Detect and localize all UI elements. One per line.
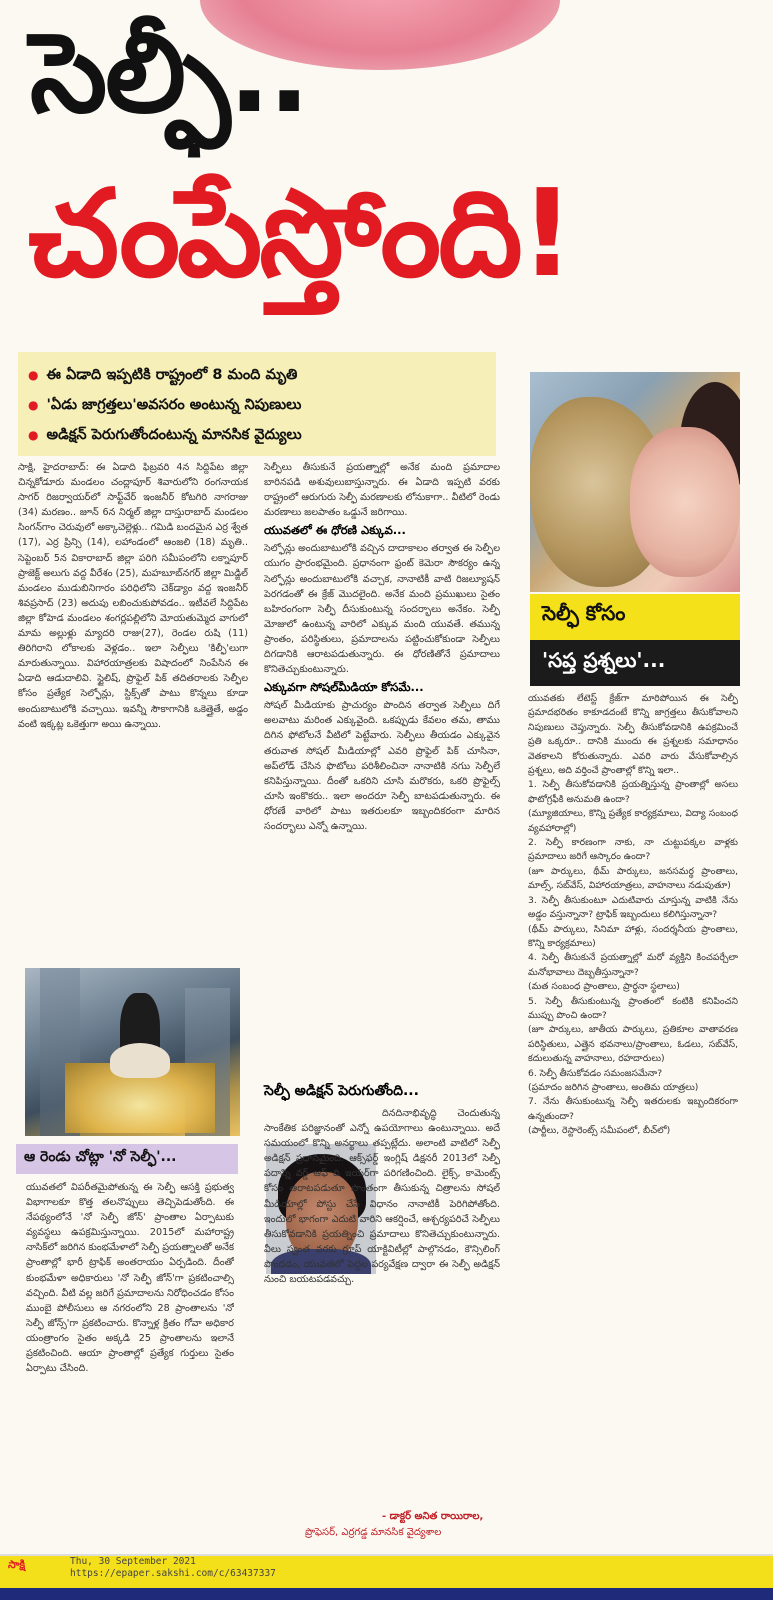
question-item: 5. సెల్ఫీ తీసుకుంటున్న ప్రాంతంలో కంటికి కనిపించని ముప్పు పొంచి ఉందా? — [528, 995, 738, 1021]
no-selfie-caption: ఆ రెండు చోట్లా 'నో సెల్ఫీ'... — [16, 1144, 238, 1174]
seven-questions-caption: సెల్ఫీ కోసం — [530, 594, 740, 640]
highlights-box — [18, 352, 496, 456]
person-skirt-shape — [110, 1043, 170, 1078]
questions-intro: యువతకు లేటెస్ట్ క్రేజ్‌గా మారిపోయిన ఈ సెల్ఫీ ప్రమాదభరితం కాకూడదంటే కొన్ని జాగ్రత్తలు తీసుకోవాలని నిపుణులు చెప్తున్నారు. సెల్ఫీ తీసుకోవడానికి ఉపక్రమించే ప్రతి ఒక్కరూ.. దానికి ముందు ఈ ప్రశ్నలకు సమాధానం వెతకాలని కోరుతున్నారు. ఎవరి వారు వేసుకోవాల్సిన ప్రశ్నలు, అది వర్తించే ప్రాంతాల్లో కొన్ని ఇలా.. — [528, 693, 738, 777]
footer-url[interactable]: https://epaper.sakshi.com/c/63437337 — [70, 1568, 276, 1579]
seven-questions-subcaption: 'సప్త ప్రశ్నలు'... — [530, 640, 740, 686]
answer-item: (థీమ్ పార్కులు, సినిమా హాళ్లు, సందర్శనీయ ప్రాంతాలు, కొన్ని కార్యక్రమాలు) — [528, 923, 738, 949]
headline-line1: సెల్ఫీ.. — [30, 9, 309, 137]
article-column-1 — [18, 460, 248, 940]
answer-item: (ప్రమాదం జరిగిన ప్రాంతాలు, అంతిమ యాత్రలు) — [528, 1081, 699, 1093]
no-selfie-paragraph: యువతలో విపరీతమైపోతున్న ఈ సెల్ఫీ ఆసక్తి ప్రభుత్వ విభాగాలకూ కొత్త తలనొప్పులు తెచ్చిపెడుతోంది. ఈ నేపథ్యంలోనే 'నో సెల్ఫీ జోన్' ప్రాంతాల ఏర్పాటుకు వ్యవస్థలు ఉపక్రమిస్తున్నాయి. 2015లో మహారాష్ట్ర నాసిక్‌లో జరిగిన కుంభమేళాలో సెల్ఫీ ప్రయత్నాలతో అనేక ప్రాంతాల్లో భారీ ట్రాఫిక్ అంతరాయం ఏర్పడింది. దీంతో కుంభమేళా అధికారులు 'నో సెల్ఫీ జోన్'గా ప్రకటించాల్సి వచ్చింది. వీటి వల్ల జరిగే ప్రమాదాలను నిరోధించడం కోసం ముంబై పోలీసులు ఆ నగరంలోని 28 ప్రాంతాలను 'నో సెల్ఫీ జోన్స్'గా ప్రకటించారు. కొన్నాళ్ల క్రితం గోవా అధికార యంత్రాంగం సైతం అక్కడి 25 ప్రాంతాలను ఇలానే ప్రకటించింది. ఆయా ప్రాంతాల్లో ప్రత్యేక గుర్తులు సైతం ఏర్పాటు చేసింది. — [26, 1182, 234, 1375]
highlight-item: ● ఈ ఏడాది ఇప్పటికి రాష్ట్రంలో 8 మంది మృతి — [28, 360, 486, 390]
doctor-role: ప్రొఫెసర్, ఎర్రగడ్డ మానసిక వైద్యశాల — [305, 1527, 442, 1538]
addiction-body — [264, 1106, 500, 1510]
footer-meta — [70, 1556, 276, 1580]
footer-strip — [0, 1588, 773, 1600]
article-lead-paragraph: సాక్షి, హైదరాబాద్: ఈ ఏడాది ఫిబ్రవరి 4న సిద్దిపేట జిల్లా చిన్నకోడూరు మండలం చంద్లాపూర్ శివారులోని రంగనాయక సాగర్ రిజర్వాయర్‌లో సాఫ్ట్‌వేర్ ఇంజనీర్ కోటగిరి నాగరాజు (34) మరణం.. జూన్ 6న నిర్మల్ జిల్లా దాస్తురాబాద్ మండలం సింగన్‌గాం చెరువులో అక్కాచెల్లెళ్లు.. గమిడి బందమైన ఎర్ర శ్వేత (17), ఎర్ర ప్రిన్సి (14), లహాండంలో ఆంజలి (18) మృతి.. సెప్టెంబర్ 5న వికారాబాద్ జిల్లా పరిగి సమీపంలోని లక్నాపూర్ ప్రాజెక్ట్ అలుగు వద్ద వీరేశం (25), మహబూబ్‌నగర్ జిల్లా మిడ్జిల్ మండలం ముడుబినిగారం పరిధిలోని చెక్‌డ్యాం వద్ద ఇంజనీర్ శివప్రసాద్ (23) అదుపు లబించుకుపోవడం.. ఇటీవలే సిద్దిపేట జిల్లా కోహెడ మండలం శంగర్లపల్లిలోని మోయతుమ్మెద వాగులో మామ అల్లుళ్లు మ్యాదరి రాజు(27), రెండల రుషి (11) తిరిగిరాని లోకాలకు వెళ్లడం.. ఇలా సెల్ఫీలు 'కిల్ఫీ'లుగా మారుతున్నాయి. విహారయాత్రలకు విషాదంలో నింపేసిన ఈ ఏడాది ఆడుదాలివి. స్టైలిష్, ప్రొఫైల్ పిక్ తదితరాలకు సెల్ఫీల కోసం ప్రత్యేక సెల్ఫోన్లు, స్టిక్స్‌తో పాటు కొన్నలు కూడా అందుబాటులోకి వచ్చాయి. ఇవన్నీ సౌకాగానికి ఒకెత్తైతే, అడ్డం వంటి ఇక్కట్ల ఒకెత్తుగా అయి ఉన్నాయి. — [18, 462, 248, 730]
question-item: 1. సెల్ఫీ తీసుకోవడానికి ప్రయత్నిస్తున్న ప్రాంతాల్లో అసలు ఫొటోగ్రఫీకి అనుమతి ఉందా? — [528, 779, 738, 805]
woman-face-shape — [630, 427, 740, 577]
column2-intro: సెల్ఫీలు తీసుకునే ప్రయత్నాల్లో అనేక మంది ప్రమాదాల బారినపడి అశువులుబాస్తున్నారు. ఈ ఏడాది ఇప్పటి వరకు రాష్ట్రంలో ఆరుగురు సెల్ఫీ మరణాలకు లోనుకాగా.. వీటిలో రెండు మరణాలు జలపాతం ఒడ్డునే జరిగాయి. — [264, 462, 500, 519]
no-selfie-body — [26, 1180, 234, 1515]
question-item: 2. సెల్ఫీ కారణంగా నాకు, నా చుట్టుపక్కల వాళ్లకు ప్రమాదాలు జరిగే ఆస్కారం ఉందా? — [528, 837, 738, 863]
sakshi-logo — [8, 1558, 25, 1574]
question-item: 4. సెల్ఫీ తీసుకునే ప్రయత్నాల్లో మరో వ్యక్తిని కించపర్చేలా మనోభావాలు దెబ్బతీస్తున్నానా? — [528, 952, 738, 978]
question-item: 7. నేను తీసుకుంటున్న సెల్ఫీ ఇతరులకు ఇబ్బందికరంగా ఉన్నతుందా? — [528, 1096, 738, 1122]
skyscraper-selfie-photo — [25, 968, 240, 1136]
doctor-signature: - డాక్టర్ అనిత రాయిరాల, — [382, 1511, 484, 1522]
lion-selfie-photo — [530, 372, 740, 592]
answer-item: (మ్యూజియాలు, కొన్ని ప్రత్యేక కార్యక్రమాలు, విద్యా సంబంధ వ్యవహారాల్లో) — [528, 808, 738, 834]
answer-item: (జూ పార్కులు, జాతీయ పార్కులు, ప్రతికూల వాతావరణ పరిస్థితులు, ఎత్తైన భవనాలు/ప్రాంతాలు, ఓడలు, సబ్‌వేస్, కదులుతున్న వాహనాలు, రహదారులు) — [528, 1024, 738, 1065]
seven-questions-body — [528, 692, 738, 1532]
headline-line2: చంపేస్తోంది! — [28, 165, 572, 304]
subhead-addiction: సెల్ఫీ అడిక్షన్ పెరుగుతోంది... — [264, 1083, 419, 1099]
answer-item: (పార్టీలు, రెస్టారెంట్స్ సమీపంలో, బీచ్‌లో) — [528, 1125, 671, 1137]
question-item: 3. సెల్ఫీ తీసుకుంటూ ఎదుటివారు చూస్తున్న వాటికి నేను అడ్డం వస్తున్నానా? ట్రాఫిక్ ఇబ్బందులు కలిగిస్తున్నానా? — [528, 894, 738, 921]
logo-text: సాక్షి — [8, 1558, 26, 1571]
article-column-2 — [264, 460, 500, 1080]
answer-item: (జూ పార్కులు, థీమ్ పార్కులు, జనసమర్థ ప్రాంతాలు, మాల్స్, సబ్‌వేస్, విహారయాత్రలు, వాహనాలు నడుపుతూ) — [528, 865, 738, 892]
subhead-social-media: ఎక్కువగా సోషల్‌మీడియా కోసమే... — [264, 680, 424, 695]
column2-social-paragraph: సోషల్ మీడియాకు ప్రాచుర్యం పొందిన తర్వాత సెల్ఫీలు దిగే అలవాటు మరింత ఎక్కువైంది. ఒకప్పుడు కేవలం తమ, తాము దిగిన ఫోటోలనే వీటిలో పెట్టేవారు. సెల్ఫీలు తీయడం ఎక్కువైన తరువాత సోషల్ మీడియాల్లో ఎవరి ప్రొఫైల్ పిక్ చూసినా, అప్‌లోడ్ చేసిన ఫొటోలు పరిశీలించినా నానాటికి నగుు సెల్ఫీలే కనిపిస్తున్నాయి. దీంతో ఒకరిని చూసి మరొకరు, ఒకరి ప్రొఫైల్స్ చూసి ఇంకొకరు.. ఇలా అందరూ సెల్ఫీ బాటపడుతున్నారు. ఈ ధోరణే వారిలో పాటు ఇతరులకూ ఇబ్బందికరంగా మారిన సందర్భాలు ఎన్నో ఉన్నాయి. — [264, 700, 500, 832]
highlight-item: ● 'ఏడు జాగ్రత్తలు'అవసరం అంటున్న నిపుణులు — [28, 390, 486, 420]
addiction-paragraph: దినదినాభివృద్ధి చెందుతున్న సాంకేతిక పరిజ్ఞానంతో ఎన్నో ఉపయోగాలు ఉంటున్నాయి. అదే సమయంలో కొన్ని అనర్థాలు తప్పట్లేదు. అలాంటి వాటిలో సెల్ఫీ అడిక్షన్ ప్రధానమైంది. ఆక్స్‌ఫర్డ్ ఇంగ్లిష్ డిక్షనరీ 2013లో సెల్ఫీ పదాన్ని వర్డ్ ఆఫ్ ది ఇయర్‌గా పరిగణించింది. లైక్స్, కామెంట్స్ కోసం ఆరాటపడుతూ సొంతంగా తీసుకున్న చిత్రాలను సోషల్ మీడియాల్లో పోస్టు చేసే విధానం నానాటికీ పెరిగిపోతోంది. ఇందులో భాగంగా ఎదుటి వారిని ఆకర్షించే, ఆశ్చర్యపరిచే సెల్ఫీలు తీసుకోవడానికి ప్రయత్నించి ప్రమాదాలు కొనితెచ్చుకుంటున్నారు. వీలు స్వంత వరకు గ్రూప్ యాక్టివిటీల్లో పాల్గొనడం, కౌన్సిలింగ్ పొందడం, యువతలో పెద్దల పర్యవేక్షణ ద్వారా ఈ సెల్ఫీ అడిక్షన్ నుంచి బయటపడవచ్చు. — [264, 1108, 500, 1286]
column2-youth-paragraph: సెల్ఫోన్లు అందుబాటులోకి వచ్చిన దాదాకాలం తర్వాత ఈ సెల్ఫీల యుగం ప్రారంభమైంది. ప్రధానంగా ఫ్రంట్ కెమెరా సౌకర్యం ఉన్న సెల్ఫోన్లు అందుబాటులోకి వచ్చాక, నానాటికీ వాటి రిజల్యూషన్ పెరగడంతో ఈ క్రేజ్ మొదలైంది. అనేక మంది ప్రముఖులు సైతం బహిరంగంగా సెల్ఫీ దీసుకుంటున్న సందర్భాలు అనేకం. సెల్ఫీ మోజులో ఉంటున్న వారిలో ఎక్కువ మంది యువతే. తమున్న ప్రాంతం, పరిస్థితులు, ప్రమాదాలను పట్టించుకోకుండా సెల్ఫీలు దిగడానికి ఆరాటపడుతున్నారు. ఈ ధోరణితోనే ప్రమాదాలు కొనితెచ్చుకుంటున్నారు. — [264, 543, 500, 676]
subhead-youth: యువతలో ఈ ధోరణి ఎక్కువ... — [264, 523, 406, 538]
highlight-item: ● అడిక్షన్ పెరుగుతోందంటున్న మానసిక వైద్యులు — [28, 420, 486, 450]
answer-item: (మత సంబంధ ప్రాంతాలు, ప్రార్థనా స్థలాలు) — [528, 981, 680, 993]
footer-date: Thu, 30 September 2021 — [70, 1556, 196, 1567]
question-item: 6. సెల్ఫీ తీసుకోవడం సమంజసమేనా? — [528, 1067, 663, 1079]
